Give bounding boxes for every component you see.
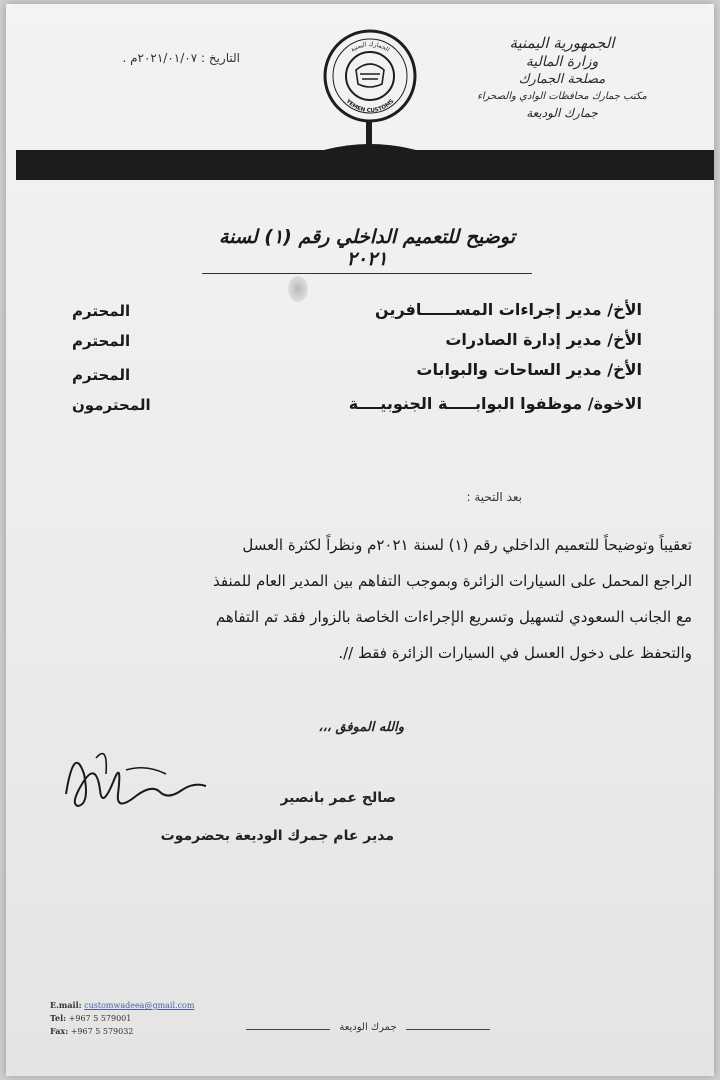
footer-contact — [50, 999, 270, 1038]
email-label: E.mail: — [50, 1000, 82, 1010]
authority-line-ministry: وزارة المالية — [525, 54, 599, 70]
closing-phrase: والله الموفق ،،، — [318, 720, 404, 735]
addressee-honorific: المحترمون — [72, 396, 151, 414]
seal-bottom-text: YEMEN CUSTOMS — [344, 98, 396, 115]
addressee-honorific: المحترم — [72, 302, 131, 320]
footer-place: جمرك الوديعة — [339, 1022, 397, 1033]
letter-date: التاريخ : ٢٠٢١/٠١/٠٧م . — [122, 51, 240, 65]
body-paragraph-line: تعقيباً وتوضيحاً للتعميم الداخلي رقم (١) لسنة ٢٠٢١م ونظراً لكثرة العسل — [242, 536, 692, 554]
seal-top-text: الجمارك اليمنية — [349, 40, 391, 54]
letterhead-authority — [462, 34, 662, 121]
body-paragraph-line: مع الجانب السعودي لتسهيل وتسريع الإجراءات الخاصة بالزوار فقد تم التفاهم — [215, 608, 692, 626]
addressee-name: الاخوة/ موظفوا البوابـــــة الجنوبيــــة — [348, 394, 642, 413]
authority-line-agency: مصلحة الجمارك — [518, 72, 606, 87]
addressee-name: الأخ/ مدير إجراءات المســــــافرين — [375, 300, 642, 319]
addressee-honorific: المحترم — [72, 366, 131, 384]
ink-smudge — [288, 276, 308, 302]
fax-value: +967 5 579032 — [70, 1027, 134, 1036]
signature-mark — [56, 734, 216, 834]
letter-page — [6, 4, 714, 1076]
header-band — [14, 138, 714, 182]
customs-seal-icon — [322, 28, 418, 124]
email-link[interactable]: customwadeea@gmail.com — [84, 1001, 195, 1010]
footer-rule-right — [406, 1029, 490, 1030]
letter-title: توضيح للتعميم الداخلي رقم (١) لسنة ٢٠٢١ — [202, 226, 532, 274]
authority-line-country: الجمهورية اليمنية — [509, 34, 615, 52]
addressee-name: الأخ/ مدير إدارة الصادرات — [445, 330, 642, 349]
authority-line-office: مكتب جمارك محافظات الوادي والصحراء — [477, 91, 647, 102]
footer-rule-left — [246, 1029, 330, 1030]
body-paragraph-line: والتحفظ على دخول العسل في السيارات الزائرة فقط //. — [338, 644, 692, 662]
greeting: بعد التحية : — [466, 490, 522, 504]
signatory-name: صالح عمر بانصير — [280, 790, 396, 806]
signatory-title: مدير عام جمرك الوديعة بحضرموت — [160, 828, 394, 844]
fax-label: Fax: — [50, 1026, 69, 1036]
body-paragraph-line: الراجع المحمل على السيارات الزائرة وبموجب التفاهم بين المدير العام للمنفذ — [213, 572, 692, 590]
authority-line-branch: جمارك الوديعة — [526, 106, 598, 120]
addressee-name: الأخ/ مدير الساحات والبوابات — [416, 360, 642, 379]
tel-value: +967 5 579001 — [68, 1014, 132, 1023]
tel-label: Tel: — [50, 1013, 67, 1023]
addressee-honorific: المحترم — [72, 332, 131, 350]
